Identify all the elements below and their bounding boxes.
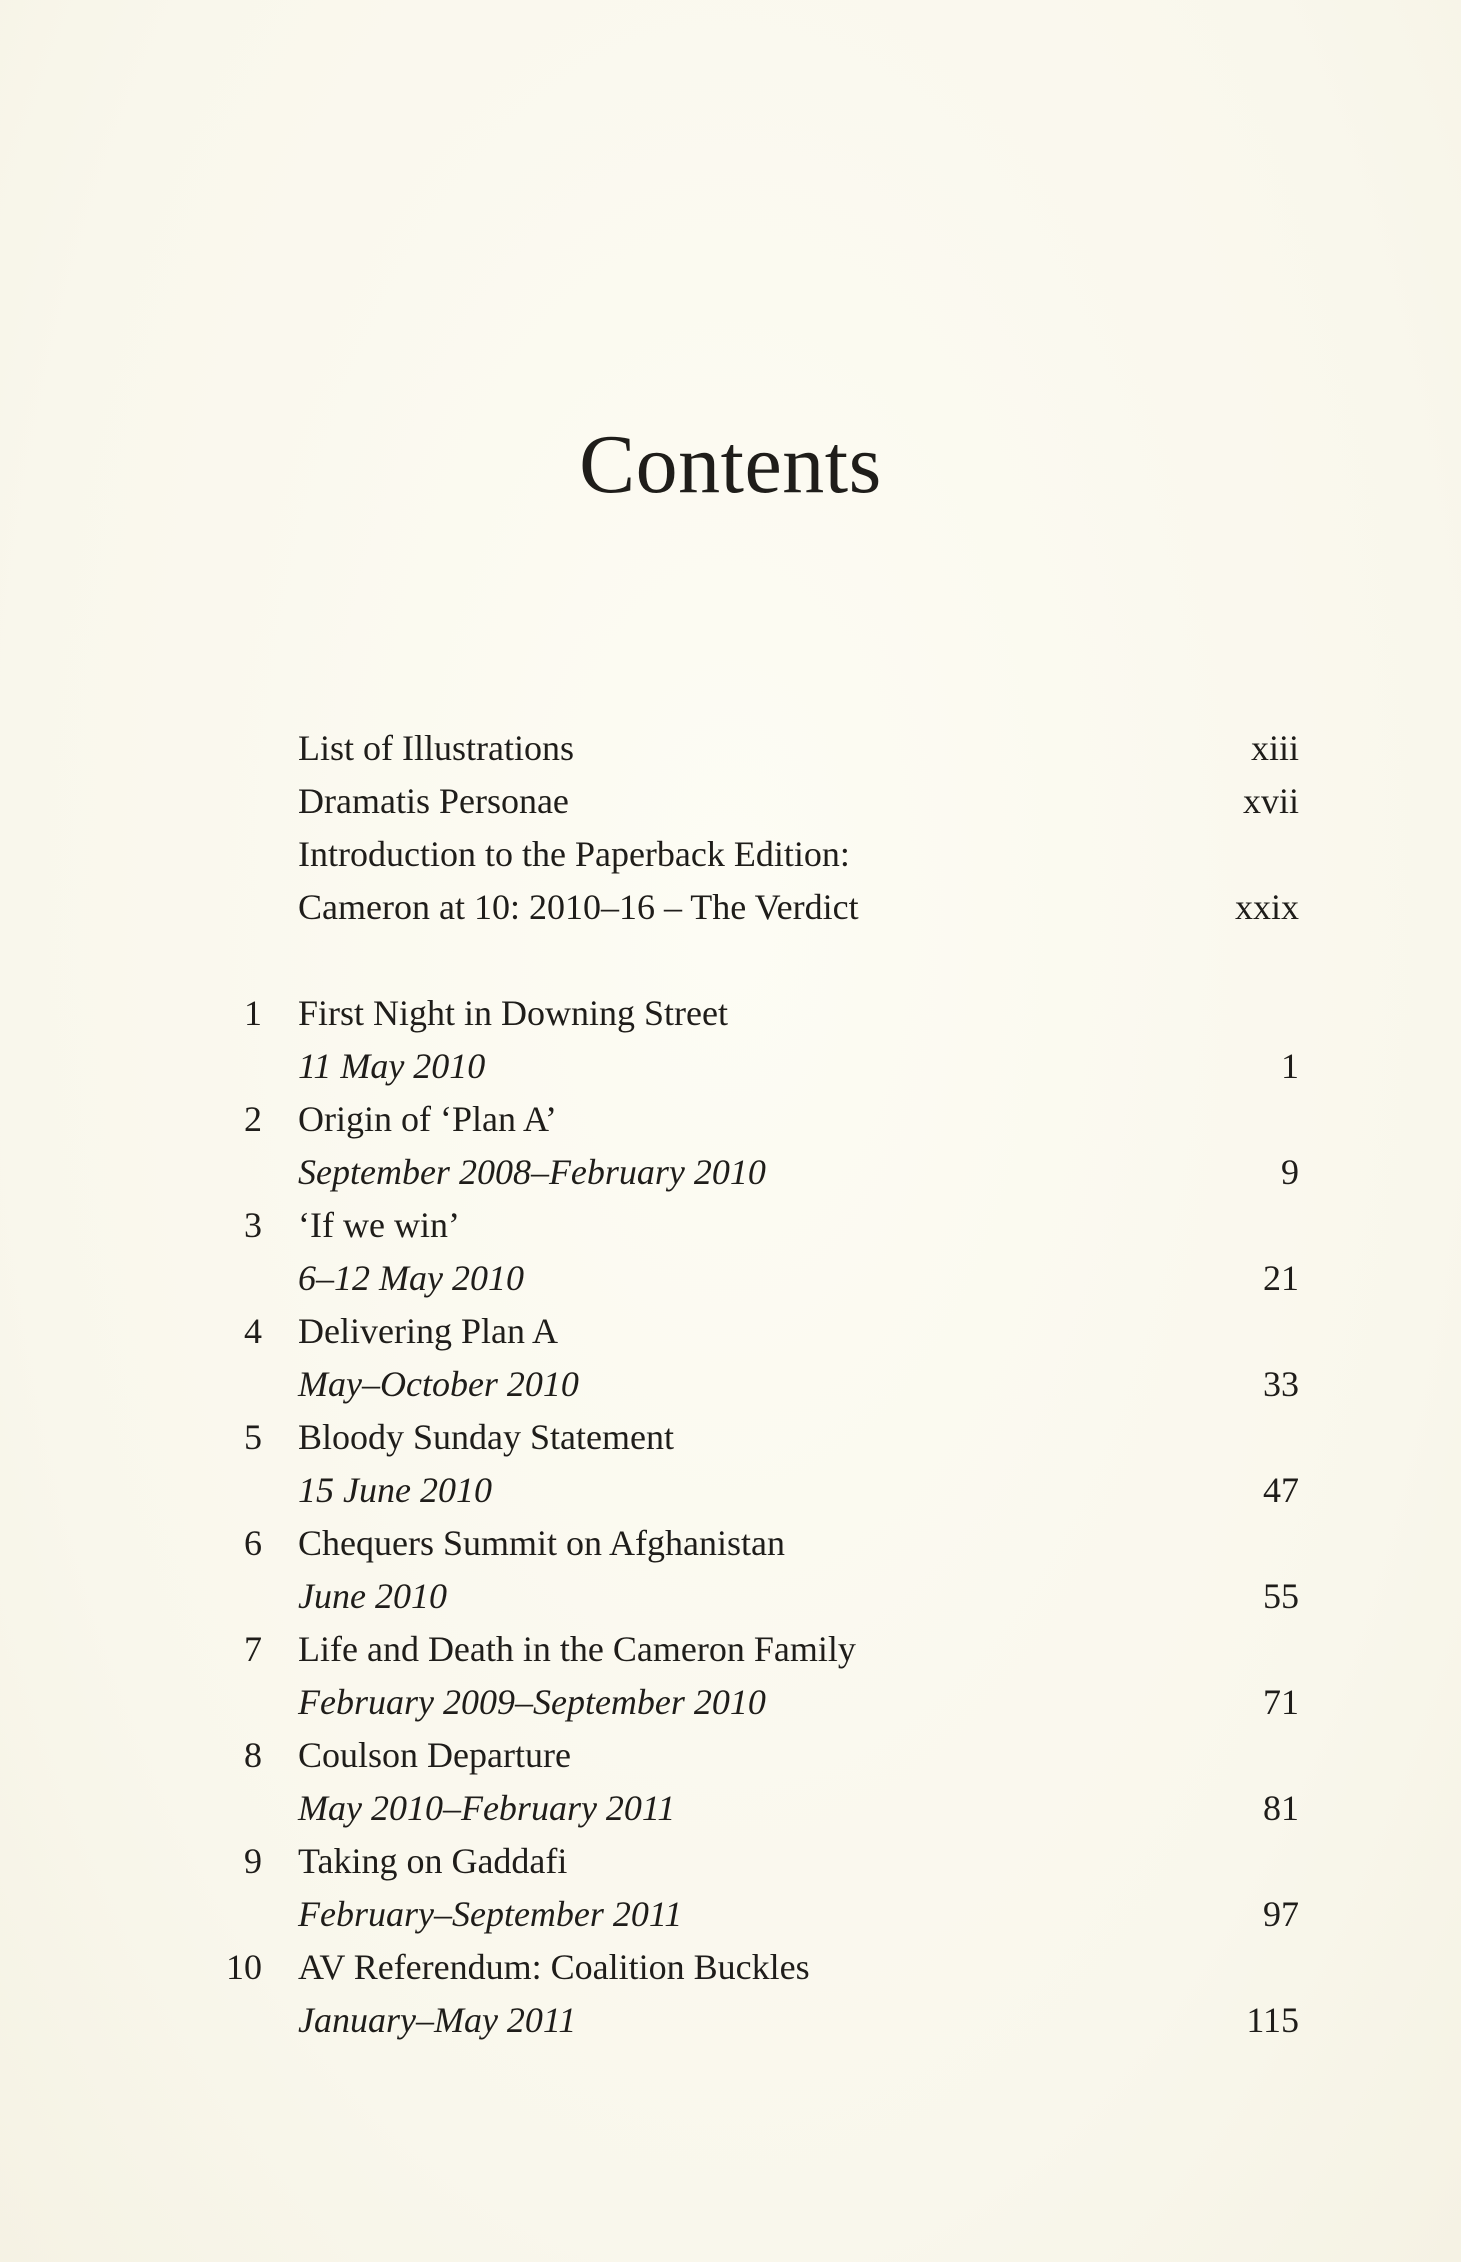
chapter-title-line [0, 1305, 1461, 1357]
chapter-title: Bloody Sunday Statement [298, 1417, 674, 1457]
chapter-dates: May–October 2010 [298, 1364, 579, 1404]
chapter-dates: January–May 2011 [298, 2000, 577, 2040]
chapter-dates-line [0, 1358, 1461, 1410]
chapter-title: Life and Death in the Cameron Family [298, 1629, 856, 1669]
entry-page-number: xiii [1250, 728, 1299, 768]
chapter-page-number: 47 [1263, 1470, 1299, 1510]
chapter-number: 1 [244, 993, 262, 1033]
chapter-dates: February–September 2011 [298, 1894, 683, 1934]
chapter-dates-line [0, 1570, 1461, 1622]
page-title: Contents [579, 418, 882, 511]
chapter-page-number: 97 [1263, 1894, 1299, 1934]
chapter-dates-line [0, 1782, 1461, 1834]
chapter-title: ‘If we win’ [298, 1205, 460, 1245]
chapter-title-line [0, 987, 1461, 1039]
toc-entry [0, 828, 1461, 880]
chapter-title-line [0, 1835, 1461, 1887]
chapter-title-line [0, 1411, 1461, 1463]
entry-title: Dramatis Personae [298, 781, 569, 821]
chapter-dates: 6–12 May 2010 [298, 1258, 524, 1298]
entry-page-number: xvii [1242, 781, 1299, 821]
chapter-dates: February 2009–September 2010 [298, 1682, 766, 1722]
chapter-dates-line [0, 1252, 1461, 1304]
chapter-dates-line [0, 1146, 1461, 1198]
chapter-page-number: 71 [1263, 1682, 1299, 1722]
chapter-dates-line [0, 1676, 1461, 1728]
chapter-page-number: 1 [1281, 1046, 1299, 1086]
chapter-number: 3 [244, 1205, 262, 1245]
chapter-page-number: 9 [1281, 1152, 1299, 1192]
chapter-number: 10 [226, 1947, 262, 1987]
toc-entry [0, 775, 1461, 827]
chapter-page-number: 55 [1263, 1576, 1299, 1616]
chapter-title-line [0, 1623, 1461, 1675]
chapter-number: 2 [244, 1099, 262, 1139]
chapter-dates: September 2008–February 2010 [298, 1152, 766, 1192]
chapter-page-number: 81 [1263, 1788, 1299, 1828]
chapter-title: Coulson Departure [298, 1735, 571, 1775]
chapter-dates: 15 June 2010 [298, 1470, 492, 1510]
chapter-dates-line [0, 1040, 1461, 1092]
chapter-title: Delivering Plan A [298, 1311, 558, 1351]
chapter-number: 8 [244, 1735, 262, 1775]
chapter-title: First Night in Downing Street [298, 993, 728, 1033]
chapter-title-line [0, 1941, 1461, 1993]
chapter-title-line [0, 1729, 1461, 1781]
chapter-page-number: 33 [1263, 1364, 1299, 1404]
entry-title: List of Illustrations [298, 728, 574, 768]
chapter-title: Origin of ‘Plan A’ [298, 1099, 557, 1139]
chapter-title-line [0, 1199, 1461, 1251]
entry-title: Introduction to the Paperback Edition: [298, 834, 850, 874]
chapter-number: 6 [244, 1523, 262, 1563]
chapter-title: Taking on Gaddafi [298, 1841, 568, 1881]
entry-page-number: xxix [1234, 887, 1299, 927]
chapter-dates: 11 May 2010 [298, 1046, 486, 1086]
toc-entry [0, 881, 1461, 933]
chapter-title: Chequers Summit on Afghanistan [298, 1523, 785, 1563]
chapter-title-line [0, 1517, 1461, 1569]
chapter-title: AV Referendum: Coalition Buckles [298, 1947, 810, 1987]
chapter-dates: June 2010 [298, 1576, 447, 1616]
chapter-dates: May 2010–February 2011 [298, 1788, 676, 1828]
chapter-page-number: 115 [1246, 2000, 1299, 2040]
chapter-dates-line [0, 1464, 1461, 1516]
chapter-dates-line [0, 1888, 1461, 1940]
toc-entry [0, 722, 1461, 774]
chapter-title-line [0, 1093, 1461, 1145]
chapter-number: 5 [244, 1417, 262, 1457]
entry-title: Cameron at 10: 2010–16 – The Verdict [298, 887, 859, 927]
chapter-number: 9 [244, 1841, 262, 1881]
chapter-number: 4 [244, 1311, 262, 1351]
chapter-number: 7 [244, 1629, 262, 1669]
chapter-page-number: 21 [1263, 1258, 1299, 1298]
chapter-dates-line [0, 1994, 1461, 2046]
